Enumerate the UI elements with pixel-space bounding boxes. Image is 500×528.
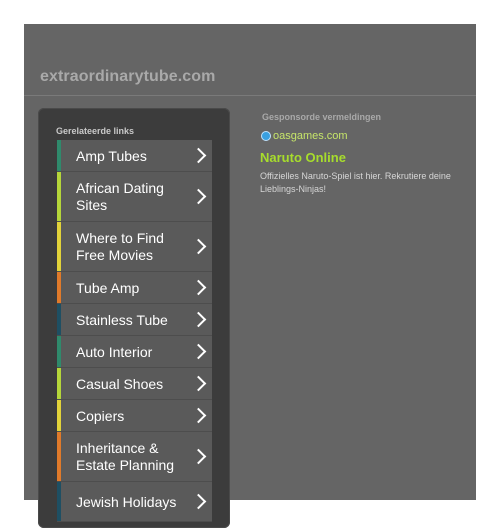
ad-description: Offizielles Naruto-Spiel ist hier. Rekrutiere deine Lieblings-Ninjas! [260, 171, 451, 194]
related-link-item[interactable] [57, 272, 212, 304]
oasgames-logo-icon [261, 131, 271, 141]
chevron-right-icon [191, 494, 207, 510]
related-link-label: Jewish Holidays [76, 493, 177, 510]
chevron-right-icon [191, 449, 207, 465]
related-link-label: Inheritance & Estate Planning [76, 440, 175, 473]
link-color-stripe [57, 172, 61, 221]
chevron-right-icon [191, 280, 207, 296]
related-links-panel [38, 108, 230, 528]
link-color-stripe [57, 140, 61, 171]
related-link-item[interactable] [57, 140, 212, 172]
ad-source[interactable] [261, 130, 348, 142]
header [24, 24, 476, 96]
related-link-item[interactable] [57, 336, 212, 368]
link-color-stripe [57, 368, 61, 399]
sponsored-heading: Gesponsorde vermeldingen [262, 112, 382, 122]
link-color-stripe [57, 482, 61, 521]
chevron-right-icon [191, 189, 207, 205]
related-link-label: Casual Shoes [76, 375, 164, 392]
related-link-item[interactable] [57, 368, 212, 400]
chevron-right-icon [191, 376, 207, 392]
ad-domain-link[interactable]: oasgames.com [273, 130, 348, 142]
related-link-item[interactable] [57, 222, 212, 272]
related-link-label: Stainless Tube [76, 311, 168, 328]
related-link-label: Copiers [76, 407, 125, 424]
link-color-stripe [57, 336, 61, 367]
related-link-item[interactable] [57, 432, 212, 482]
page-container [24, 24, 476, 510]
related-link-label: Auto Interior [76, 343, 153, 360]
related-link-label: Tube Amp [76, 279, 140, 296]
related-link-item[interactable] [57, 482, 212, 522]
chevron-right-icon [191, 148, 207, 164]
related-link-label: Where to Find Free Movies [76, 230, 164, 263]
related-links-list [57, 140, 212, 522]
related-link-label: African Dating Sites [76, 180, 164, 213]
chevron-right-icon [191, 344, 207, 360]
ad-title-link[interactable]: Naruto Online [260, 150, 346, 165]
chevron-right-icon [191, 239, 207, 255]
site-domain-title[interactable]: extraordinarytube.com [40, 68, 216, 85]
link-color-stripe [57, 432, 61, 481]
chevron-right-icon [191, 408, 207, 424]
link-color-stripe [57, 304, 61, 335]
related-links-heading: Gerelateerde links [56, 126, 135, 136]
link-color-stripe [57, 272, 61, 303]
chevron-right-icon [191, 312, 207, 328]
link-color-stripe [57, 222, 61, 271]
related-link-item[interactable] [57, 400, 212, 432]
related-link-item[interactable] [57, 172, 212, 222]
related-link-label: Amp Tubes [76, 147, 147, 164]
related-link-item[interactable] [57, 304, 212, 336]
link-color-stripe [57, 400, 61, 431]
